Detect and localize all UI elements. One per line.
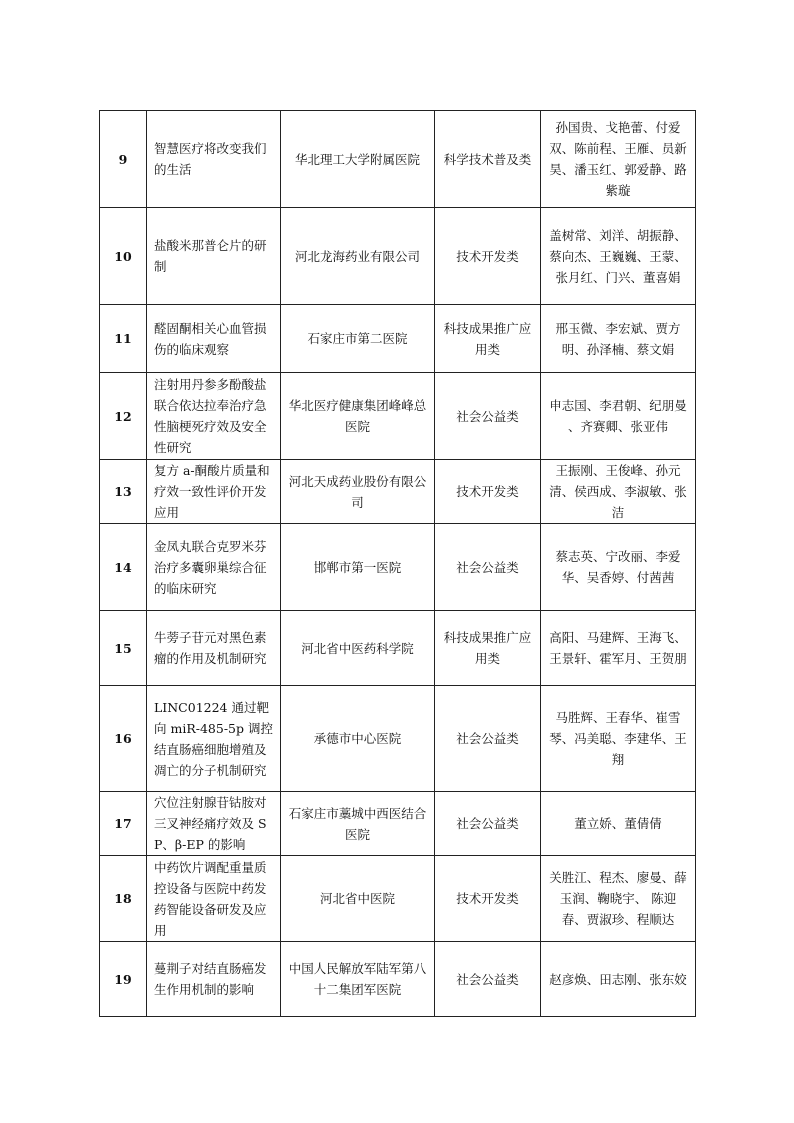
organization: 华北理工大学附属医院 bbox=[281, 111, 435, 208]
organization: 石家庄市第二医院 bbox=[281, 305, 435, 373]
row-number: 11 bbox=[100, 305, 147, 373]
organization: 河北天成药业股份有限公司 bbox=[281, 460, 435, 524]
category: 技术开发类 bbox=[435, 208, 541, 305]
project-title: 智慧医疗将改变我们的生活 bbox=[147, 111, 281, 208]
row-number: 18 bbox=[100, 856, 147, 942]
participants: 申志国、李君朝、纪朋曼 、齐赛卿、张亚伟 bbox=[541, 373, 696, 460]
row-number: 13 bbox=[100, 460, 147, 524]
participants: 蔡志英、宁改丽、李爱华、吴香婷、付茜茜 bbox=[541, 524, 696, 611]
row-number: 10 bbox=[100, 208, 147, 305]
participants: 盖树常、刘洋、胡振静、蔡向杰、王巍巍、王蒙、张月红、门兴、董喜娟 bbox=[541, 208, 696, 305]
table-row bbox=[100, 942, 696, 1017]
organization: 邯郸市第一医院 bbox=[281, 524, 435, 611]
project-title: 中药饮片调配重量质控设备与医院中药发药智能设备研发及应用 bbox=[147, 856, 281, 942]
organization: 承德市中心医院 bbox=[281, 686, 435, 792]
row-number: 17 bbox=[100, 792, 147, 856]
table-row bbox=[100, 611, 696, 686]
participants: 邢玉微、李宏斌、贾方明、孙泽楠、蔡文娟 bbox=[541, 305, 696, 373]
category: 技术开发类 bbox=[435, 856, 541, 942]
table-row bbox=[100, 373, 696, 460]
project-title: 醛固酮相关心血管损伤的临床观察 bbox=[147, 305, 281, 373]
category: 社会公益类 bbox=[435, 792, 541, 856]
category: 社会公益类 bbox=[435, 373, 541, 460]
project-title: 蔓荆子对结直肠癌发生作用机制的影响 bbox=[147, 942, 281, 1017]
participants: 董立娇、董倩倩 bbox=[541, 792, 696, 856]
organization: 中国人民解放军陆军第八十二集团军医院 bbox=[281, 942, 435, 1017]
organization: 河北省中医院 bbox=[281, 856, 435, 942]
project-title: LINC01224 通过靶向 miR-485-5p 调控结直肠癌细胞增殖及凋亡的分子机制研究 bbox=[147, 686, 281, 792]
category: 科学技术普及类 bbox=[435, 111, 541, 208]
participants: 王振刚、王俊峰、孙元清、侯西成、李淑敏、张洁 bbox=[541, 460, 696, 524]
category: 社会公益类 bbox=[435, 524, 541, 611]
project-title: 穴位注射腺苷钴胺对三叉神经痛疗效及 SP、β-EP 的影响 bbox=[147, 792, 281, 856]
organization: 华北医疗健康集团峰峰总医院 bbox=[281, 373, 435, 460]
participants: 高阳、马建辉、王海飞、王景轩、霍军月、王贺朋 bbox=[541, 611, 696, 686]
organization: 河北龙海药业有限公司 bbox=[281, 208, 435, 305]
table-row bbox=[100, 856, 696, 942]
project-title: 复方 a-酮酸片质量和疗效一致性评价开发应用 bbox=[147, 460, 281, 524]
table-row bbox=[100, 208, 696, 305]
organization: 石家庄市藁城中西医结合医院 bbox=[281, 792, 435, 856]
category: 社会公益类 bbox=[435, 942, 541, 1017]
row-number: 16 bbox=[100, 686, 147, 792]
project-title: 金凤丸联合克罗米芬治疗多囊卵巢综合征的临床研究 bbox=[147, 524, 281, 611]
project-title: 盐酸米那普仑片的研制 bbox=[147, 208, 281, 305]
row-number: 19 bbox=[100, 942, 147, 1017]
table-row bbox=[100, 686, 696, 792]
participants: 关胜江、程杰、廖曼、薛玉润、鞠晓宇、 陈迎春、贾淑珍、程顺达 bbox=[541, 856, 696, 942]
awards-table bbox=[99, 110, 696, 1017]
participants: 赵彦焕、田志刚、张东姣 bbox=[541, 942, 696, 1017]
category: 技术开发类 bbox=[435, 460, 541, 524]
project-title: 牛蒡子苷元对黑色素瘤的作用及机制研究 bbox=[147, 611, 281, 686]
table-row bbox=[100, 524, 696, 611]
project-title: 注射用丹参多酚酸盐联合依达拉奉治疗急性脑梗死疗效及安全性研究 bbox=[147, 373, 281, 460]
table-row bbox=[100, 792, 696, 856]
participants: 马胜辉、王春华、崔雪琴、冯美聪、李建华、王翔 bbox=[541, 686, 696, 792]
table-row bbox=[100, 305, 696, 373]
table-row bbox=[100, 111, 696, 208]
participants: 孙国贵、戈艳蕾、付爱双、陈前程、王雁、员新昊、潘玉红、郭爱静、路紫璇 bbox=[541, 111, 696, 208]
category: 科技成果推广应用类 bbox=[435, 305, 541, 373]
organization: 河北省中医药科学院 bbox=[281, 611, 435, 686]
row-number: 12 bbox=[100, 373, 147, 460]
row-number: 9 bbox=[100, 111, 147, 208]
row-number: 15 bbox=[100, 611, 147, 686]
table-row bbox=[100, 460, 696, 524]
category: 社会公益类 bbox=[435, 686, 541, 792]
row-number: 14 bbox=[100, 524, 147, 611]
category: 科技成果推广应用类 bbox=[435, 611, 541, 686]
